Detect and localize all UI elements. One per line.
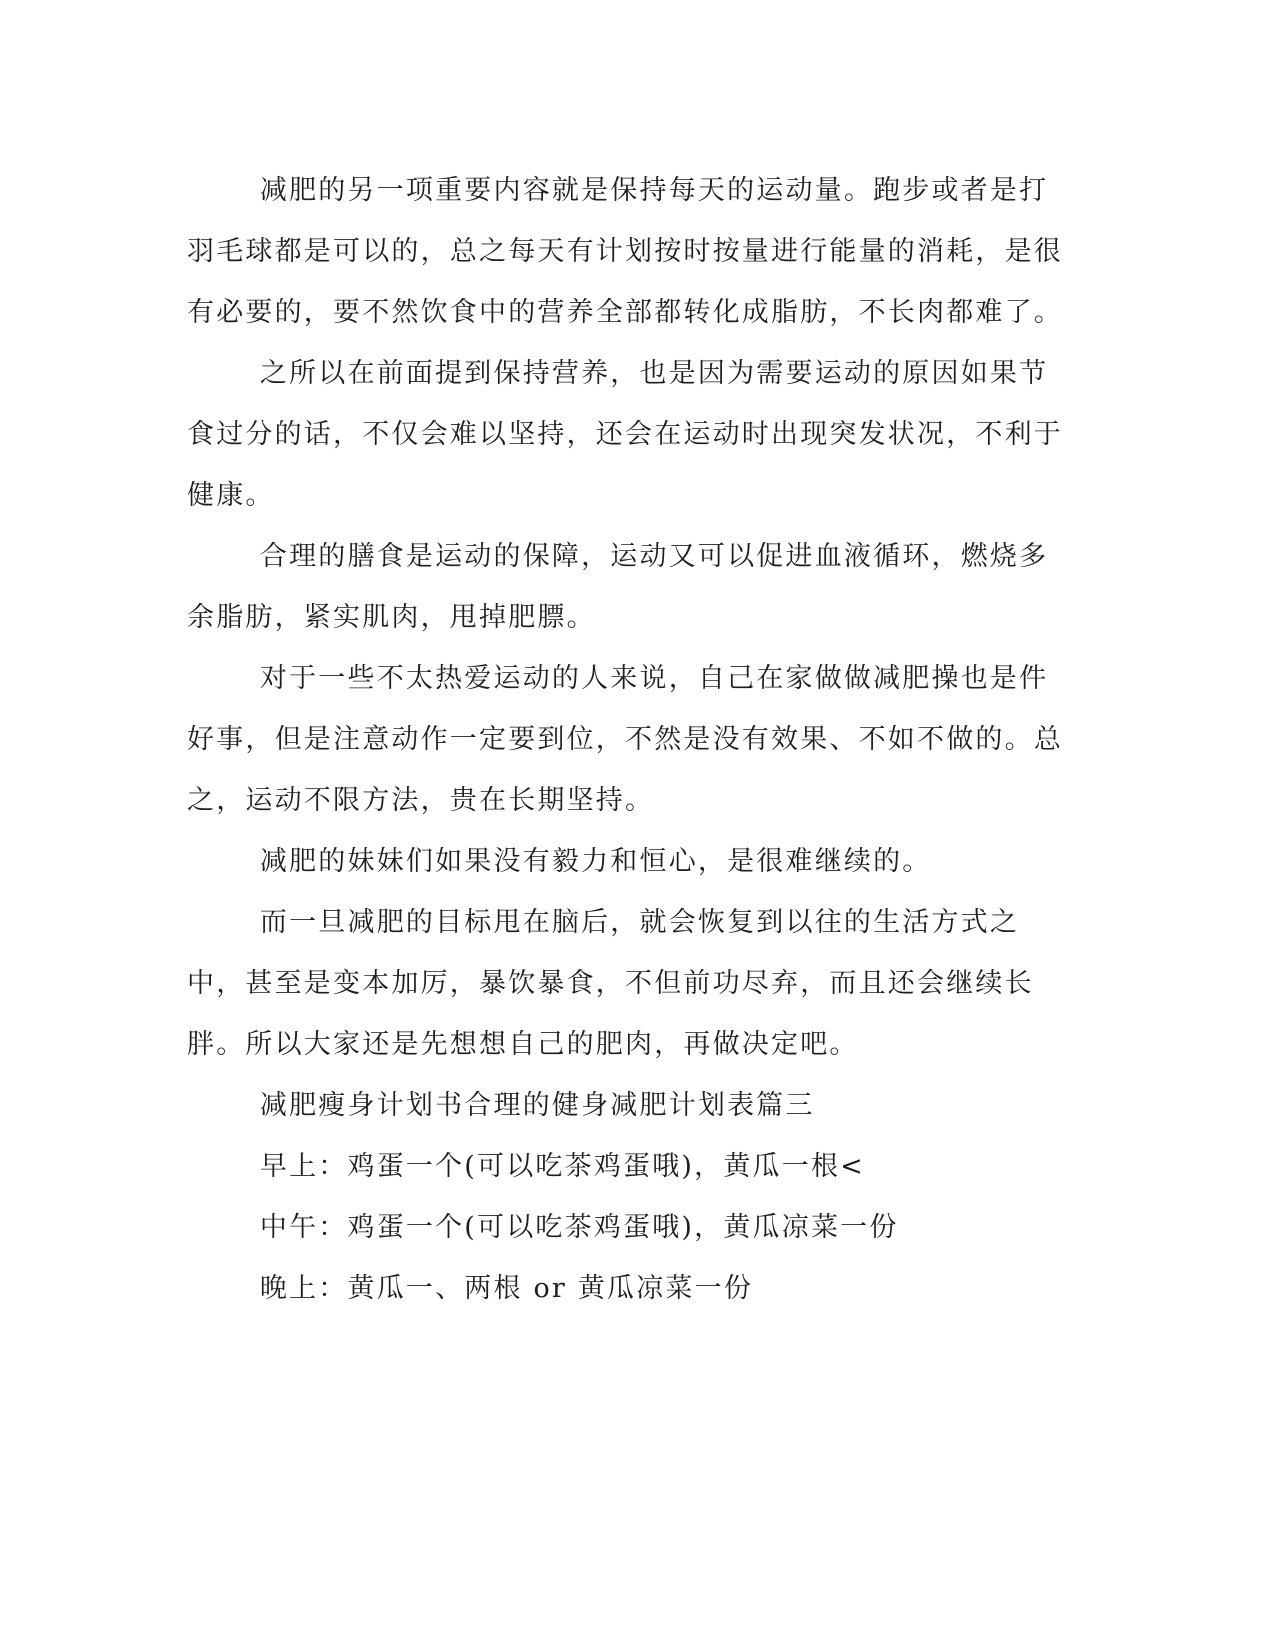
menu-lunch: 中午：鸡蛋一个(可以吃茶鸡蛋哦)，黄瓜凉菜一份	[259, 1212, 899, 1243]
paragraph-diet-exercise: 合理的膳食是运动的保障，运动又可以促进血液循环，燃烧多余脂肪，紧实肌肉，甩掉肥膘。	[187, 541, 1049, 633]
paragraph-rebound: 而一旦减肥的目标甩在脑后，就会恢复到以往的生活方式之中，甚至是变本加厉，暴饮暴食，不但前功尽弃，而且还会继续长胖。所以大家还是先想想自己的肥肉，再做决定吧。	[187, 907, 1034, 1060]
paragraph-nutrition: 之所以在前面提到保持营养，也是因为需要运动的原因如果节食过分的话，不仅会难以坚持，还会在运动时出现突发状况，不利于健康。	[187, 358, 1063, 511]
document-body	[187, 160, 1072, 1319]
section-heading: 减肥瘦身计划书合理的健身减肥计划表篇三	[259, 1090, 815, 1121]
paragraph-perseverance: 减肥的妹妹们如果没有毅力和恒心，是很难继续的。	[259, 846, 932, 877]
menu-breakfast: 早上：鸡蛋一个(可以吃茶鸡蛋哦)，黄瓜一根<	[259, 1151, 865, 1182]
paragraph-exercise: 减肥的另一项重要内容就是保持每天的运动量。跑步或者是打羽毛球都是可以的，总之每天有计划按时按量进行能量的消耗，是很有必要的，要不然饮食中的营养全部都转化成脂肪，不长肉都难了。	[187, 175, 1063, 328]
menu-dinner: 晚上：黄瓜一、两根 or 黄瓜凉菜一份	[259, 1273, 754, 1304]
paragraph-home-workout: 对于一些不太热爱运动的人来说，自己在家做做减肥操也是件好事，但是注意动作一定要到位，不然是没有效果、不如不做的。总之，运动不限方法，贵在长期坚持。	[187, 663, 1063, 816]
